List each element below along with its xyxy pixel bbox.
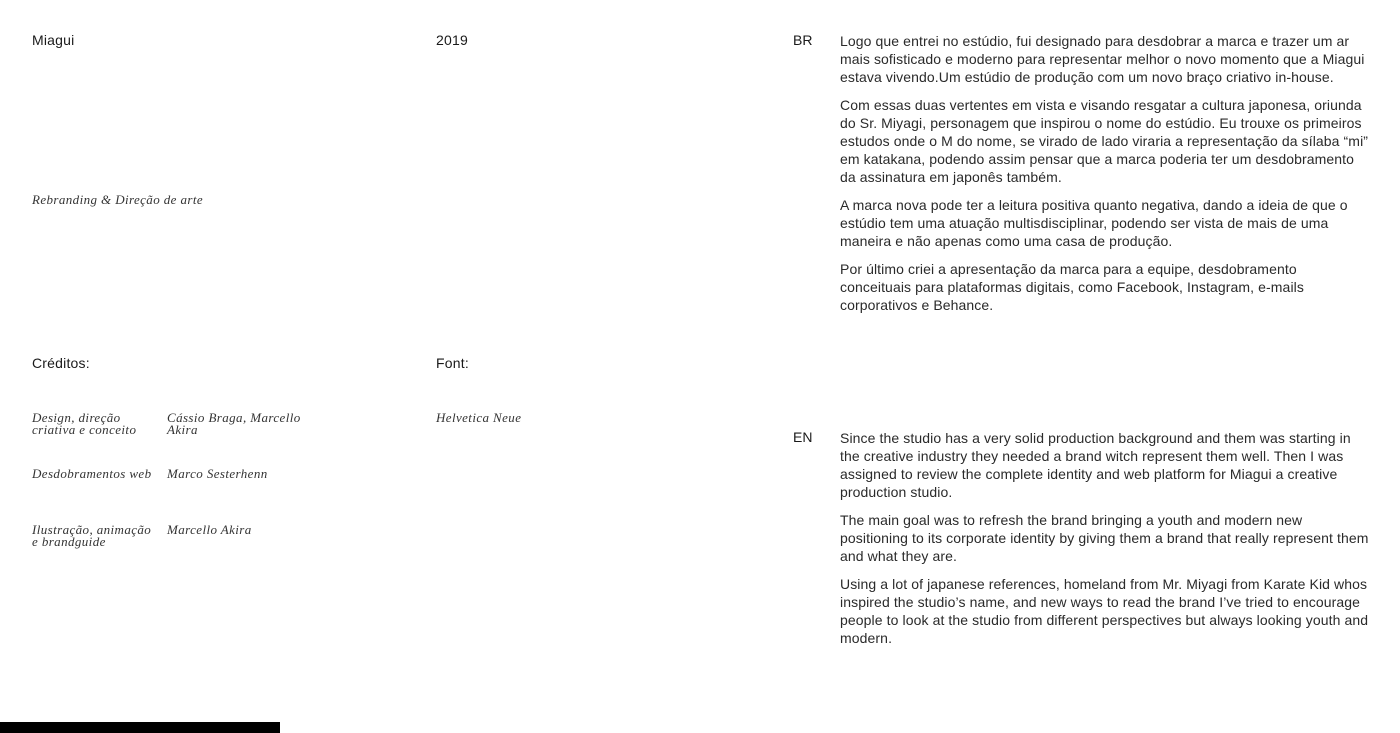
description-paragraph: Using a lot of japanese references, homeland from Mr. Miyagi from Karate Kid whos inspired the studio’s name, and new ways to read the brand I’ve tried to encourage people to look at the studio from different perspectives but always looking youth and modern. <box>840 576 1369 646</box>
credit-names: Cássio Braga, Marcello Akira <box>167 410 301 437</box>
description-paragraph: The main goal was to refresh the brand bringing a youth and modern new positioning to its corporate identity by giving them a brand that really represent them and what they are. <box>840 512 1369 564</box>
description-paragraph: A marca nova pode ter a leitura positiva quanto negativa, dando a ideia de que o estúdio tem uma atuação multisdisciplinar, podendo ser vista de mais de uma maneira e não apenas como uma casa de produção. <box>840 197 1348 249</box>
font-name: Helvetica Neue <box>436 410 522 425</box>
credit-role: Desdobramentos web <box>32 466 152 481</box>
credit-names: Marco Sesterhenn <box>167 466 268 481</box>
description-en <box>840 429 1370 657</box>
description-paragraph: Com essas duas vertentes em vista e visando resgatar a cultura japonesa, oriunda do Sr. Miyagi, personagem que inspirou o nome do estúdio. Eu trouxe os primeiros estudos onde o M do nome, se virado de lado viraria a representação da sílaba “mi” em katakana, podendo assim pensar que a marca poderia ter um desdobramento da assinatura em japonês também. <box>840 97 1369 185</box>
project-year: 2019 <box>436 32 468 48</box>
credit-names: Marcello Akira <box>167 522 252 537</box>
font-heading: Font: <box>436 355 469 371</box>
credit-role: Design, direção criativa e conceito <box>32 410 137 437</box>
credit-role: Ilustração, animação e brandguide <box>32 522 152 549</box>
bottom-bar <box>0 722 280 733</box>
project-subtitle: Rebranding & Direção de arte <box>32 192 204 207</box>
description-paragraph: Por último criei a apresentação da marca para a equipe, desdobramento conceituais para plataformas digitais, como Facebook, Instagram, e-mails corporativos e Behance. <box>840 261 1304 313</box>
language-code-br: BR <box>793 32 813 48</box>
project-title: Miagui <box>32 32 75 48</box>
credits-heading: Créditos: <box>32 355 90 371</box>
language-code-en: EN <box>793 429 813 445</box>
description-paragraph: Logo que entrei no estúdio, fui designado para desdobrar a marca e trazer um ar mais sofisticado e moderno para representar melhor o novo momento que a Miagui estava vivendo.Um estúdio de produção com um novo braço criativo in-house. <box>840 33 1365 85</box>
description-br <box>840 32 1370 324</box>
description-paragraph: Since the studio has a very solid production background and them was starting in the creative industry they needed a brand witch represent them well. Then I was assigned to review the complete identity and web platform for Miagui a creative production studio. <box>840 430 1351 500</box>
